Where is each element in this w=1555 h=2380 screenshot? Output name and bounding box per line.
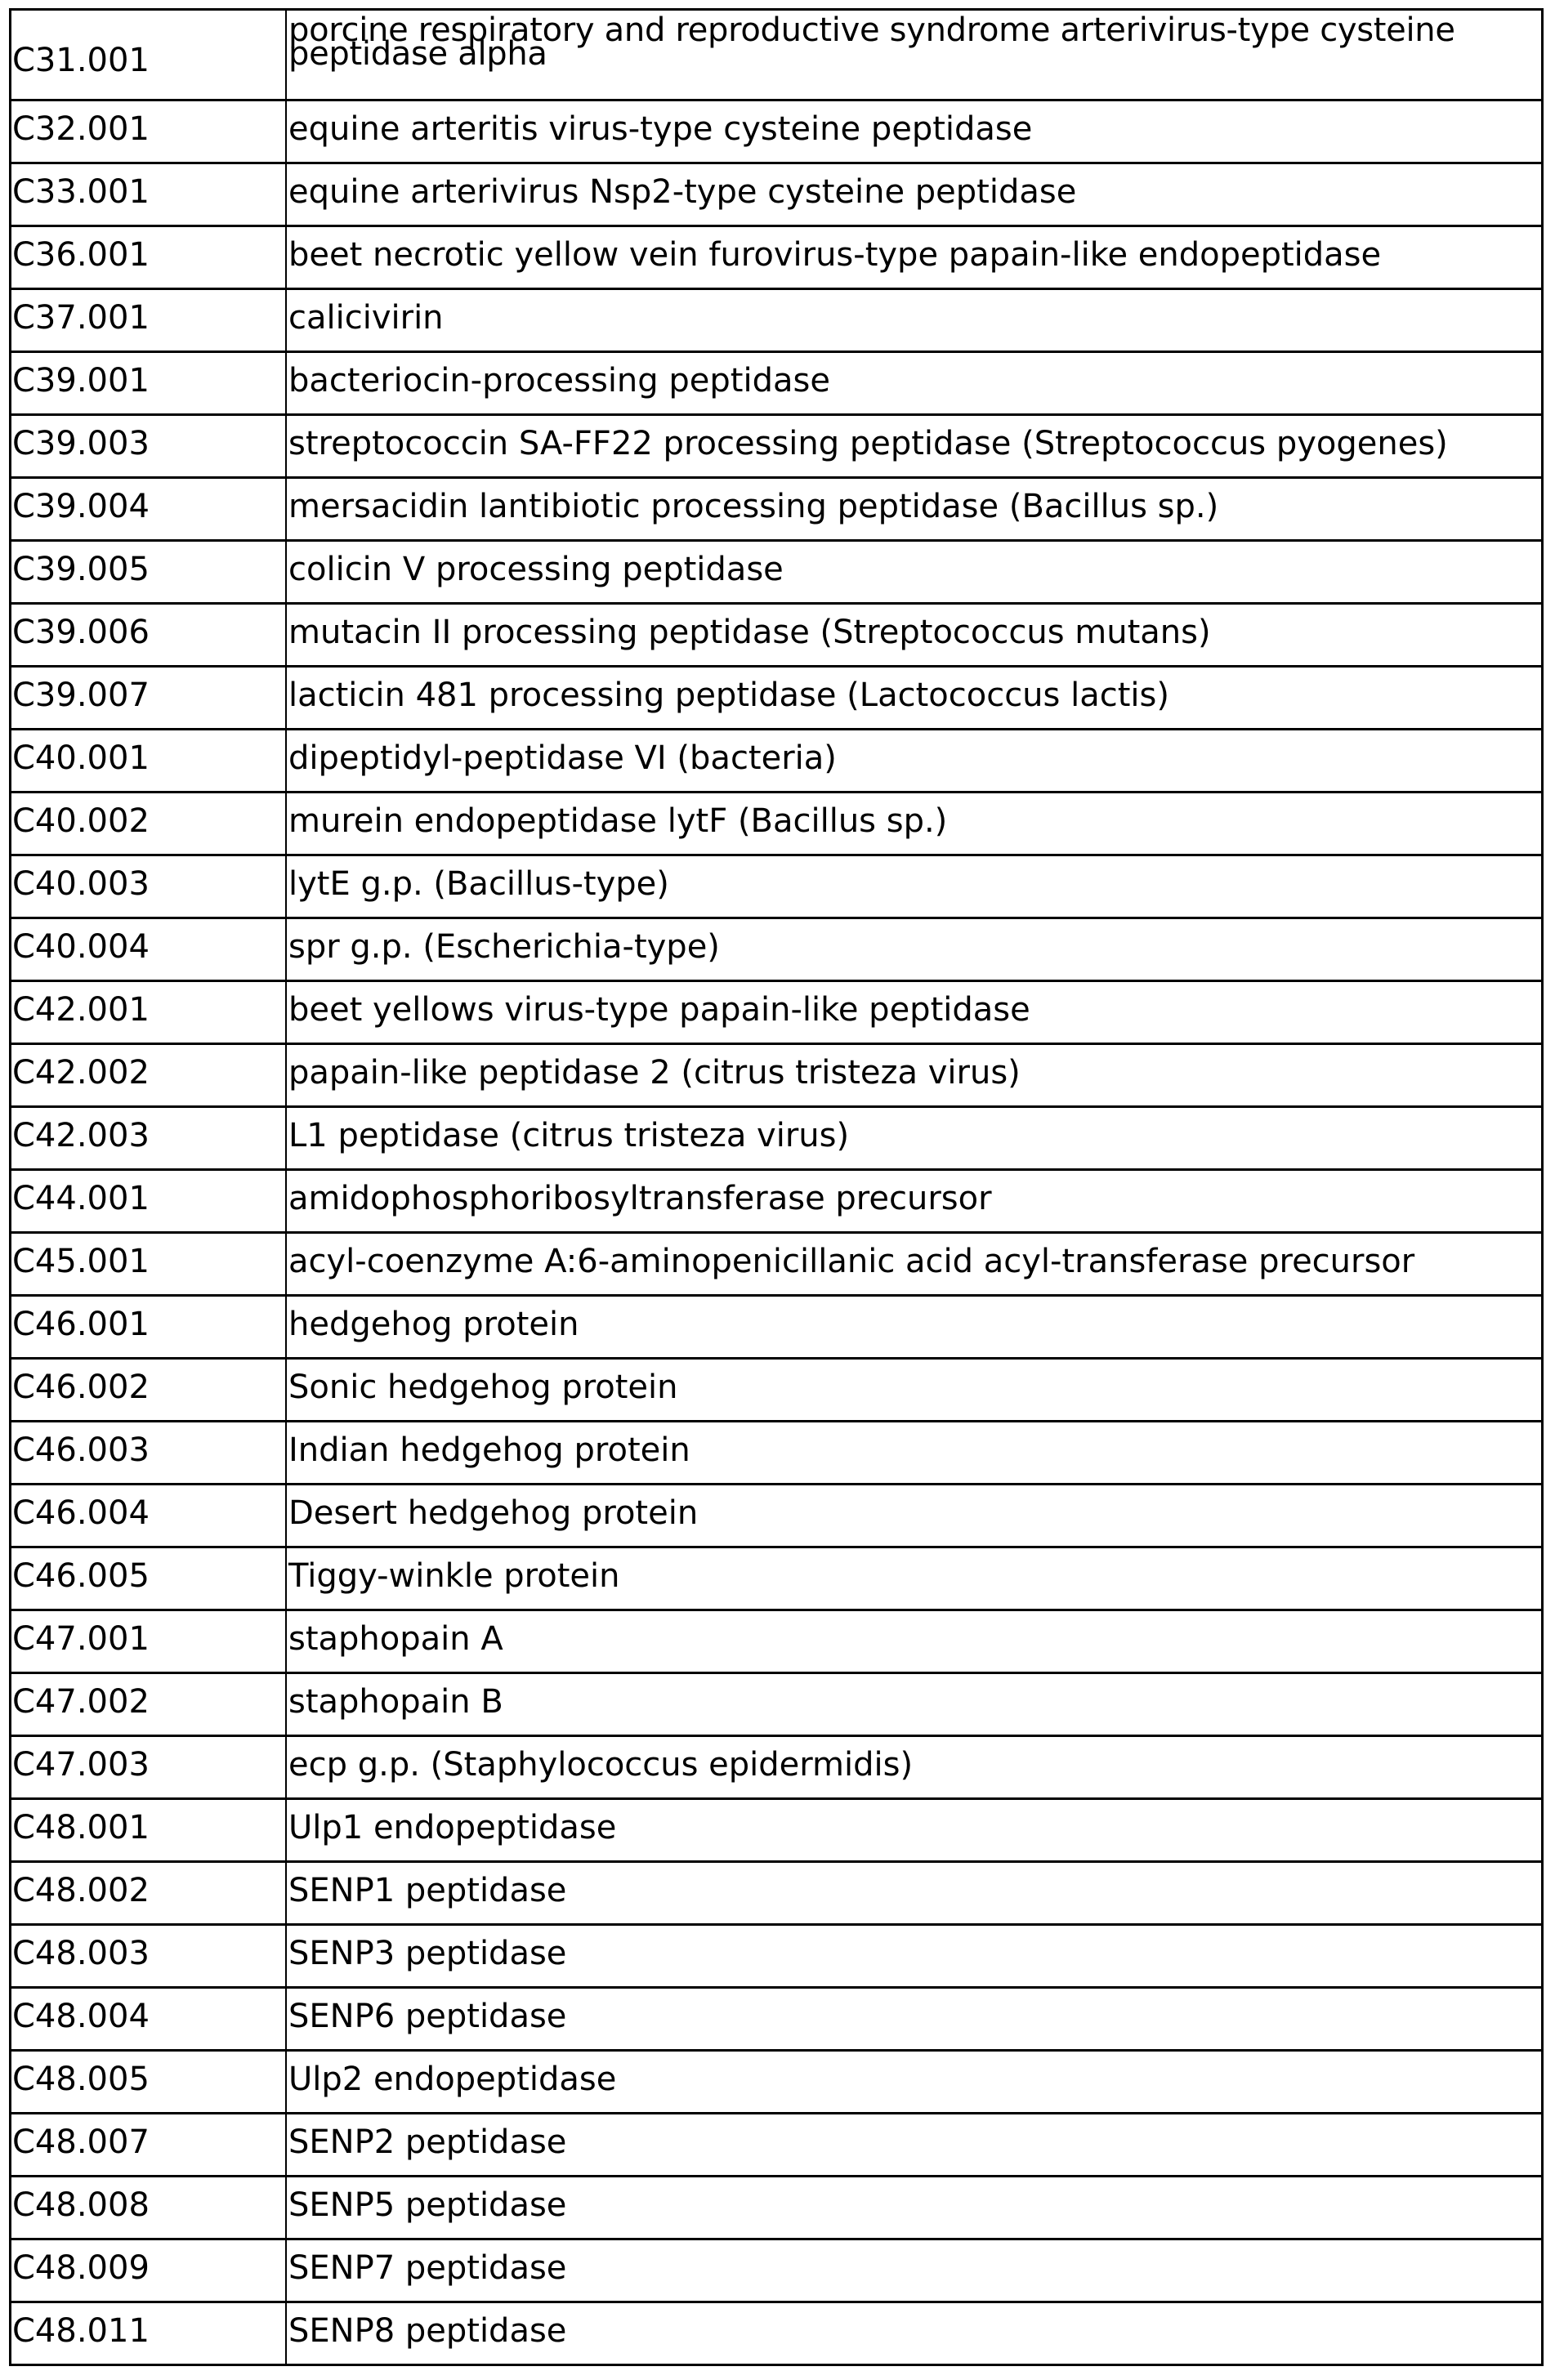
peptidase-code-cell: C48.008: [11, 2177, 287, 2238]
table-row: [11, 539, 1541, 602]
peptidase-name-cell: SENP5 peptidase: [288, 2186, 567, 2224]
peptidase-code-cell: C47.002: [11, 1674, 287, 1735]
peptidase-code-cell: C47.001: [11, 1611, 287, 1672]
table-row: [11, 1483, 1541, 1546]
peptidase-code-cell: C40.003: [11, 856, 287, 917]
peptidase-name-cell: colicin V processing peptidase: [288, 551, 784, 588]
peptidase-name-cell: equine arterivirus Nsp2-type cysteine peptidase: [288, 173, 1077, 211]
table-row: [11, 2112, 1541, 2175]
table-row: [11, 1672, 1541, 1735]
peptidase-name-cell: Tiggy-winkle protein: [288, 1557, 620, 1595]
table-row: [11, 1043, 1541, 1105]
peptidase-code-cell: C42.002: [11, 1045, 287, 1105]
peptidase-name-cell: SENP1 peptidase: [288, 1872, 567, 1909]
table-row: [11, 1294, 1541, 1357]
peptidase-code-cell: C39.005: [11, 542, 287, 602]
peptidase-name-cell: staphopain B: [288, 1683, 503, 1721]
peptidase-code-cell: C40.002: [11, 793, 287, 854]
peptidase-name-cell: Ulp2 endopeptidase: [288, 2061, 617, 2098]
table-row: [11, 791, 1541, 854]
table-row: [11, 602, 1541, 665]
peptidase-code-cell: C39.001: [11, 353, 287, 413]
peptidase-name-cell: Desert hedgehog protein: [288, 1494, 699, 1532]
peptidase-code-cell: C42.001: [11, 982, 287, 1043]
peptidase-code-cell: C45.001: [11, 1234, 287, 1294]
table-row: [11, 225, 1541, 288]
peptidase-code-cell: C48.004: [11, 1989, 287, 2049]
table-row: [11, 2238, 1541, 2301]
peptidase-name-cell: ecp g.p. (Staphylococcus epidermidis): [288, 1746, 914, 1784]
peptidase-name-cell: porcine respiratory and reproductive syndrome arterivirus-type cysteine peptidase alpha: [288, 11, 1455, 73]
peptidase-code-cell: C48.007: [11, 2114, 287, 2175]
peptidase-code-cell: C48.002: [11, 1863, 287, 1923]
peptidase-name-cell: calicivirin: [288, 299, 444, 337]
peptidase-name-cell: L1 peptidase (citrus tristeza virus): [288, 1117, 850, 1154]
peptidase-name-cell: Sonic hedgehog protein: [288, 1369, 678, 1406]
table-row: [11, 1420, 1541, 1483]
peptidase-code-cell: C46.004: [11, 1485, 287, 1546]
peptidase-name-cell: SENP8 peptidase: [288, 2312, 567, 2350]
peptidase-code-cell: C36.001: [11, 227, 287, 288]
peptidase-name-cell: papain-like peptidase 2 (citrus tristeza virus): [288, 1054, 1021, 1092]
peptidase-name-cell: bacteriocin-processing peptidase: [288, 362, 830, 400]
peptidase-name-cell: equine arteritis virus-type cysteine peptidase: [288, 110, 1033, 148]
peptidase-name-cell: acyl-coenzyme A:6-aminopenicillanic acid acyl-transferase precursor: [288, 1243, 1415, 1280]
peptidase-name-cell: SENP7 peptidase: [288, 2249, 567, 2287]
table-row: [11, 351, 1541, 413]
table-row: [11, 413, 1541, 476]
table-row: [11, 854, 1541, 917]
peptidase-name-cell: mersacidin lantibiotic processing peptidase (Bacillus sp.): [288, 488, 1219, 525]
peptidase-code-cell: C39.006: [11, 605, 287, 665]
table-row: [11, 1546, 1541, 1609]
table-row: [11, 1357, 1541, 1420]
peptidase-code-cell: C32.001: [11, 101, 287, 162]
table-row: [11, 1168, 1541, 1231]
peptidase-code-cell: C39.004: [11, 479, 287, 539]
table-row: [11, 1231, 1541, 1294]
peptidase-code-cell: C48.005: [11, 2052, 287, 2112]
peptidase-code-cell: C48.003: [11, 1926, 287, 1986]
peptidase-code-cell: C46.003: [11, 1422, 287, 1483]
peptidase-name-cell: streptococcin SA-FF22 processing peptidase (Streptococcus pyogenes): [288, 425, 1448, 462]
table-row: [11, 288, 1541, 351]
table-row: [11, 99, 1541, 162]
peptidase-code-cell: C46.001: [11, 1297, 287, 1357]
table-row: [11, 1986, 1541, 2049]
table-row: [11, 980, 1541, 1043]
table-row: [11, 476, 1541, 539]
peptidase-code-cell: C40.004: [11, 919, 287, 980]
peptidase-code-cell: C39.003: [11, 416, 287, 476]
peptidase-code-cell: C48.009: [11, 2240, 287, 2301]
peptidase-code-cell: C48.011: [11, 2303, 287, 2364]
peptidase-code-cell: C31.001: [11, 11, 287, 99]
peptidase-name-cell: SENP3 peptidase: [288, 1935, 567, 1972]
peptidase-name-cell: lacticin 481 processing peptidase (Lactococcus lactis): [288, 676, 1169, 714]
peptidase-name-cell: Indian hedgehog protein: [288, 1431, 690, 1469]
table-row: [11, 162, 1541, 225]
peptidase-name-cell: lytE g.p. (Bacillus-type): [288, 865, 669, 903]
table-row: [11, 1797, 1541, 1860]
table-row: [11, 1923, 1541, 1986]
table-row: [11, 1860, 1541, 1923]
table-row: [11, 2049, 1541, 2112]
peptidase-name-cell: murein endopeptidase lytF (Bacillus sp.): [288, 802, 948, 840]
peptidase-name-cell: mutacin II processing peptidase (Streptococcus mutans): [288, 614, 1211, 651]
table-row: [11, 1735, 1541, 1797]
peptidase-name-cell: amidophosphoribosyltransferase precursor: [288, 1180, 992, 1217]
table-row: [11, 2301, 1541, 2364]
table-row: [11, 11, 1541, 99]
peptidase-name-cell: hedgehog protein: [288, 1306, 579, 1343]
peptidase-name-cell: dipeptidyl-peptidase VI (bacteria): [288, 739, 837, 777]
table-row: [11, 1609, 1541, 1672]
peptidase-code-cell: C39.007: [11, 668, 287, 728]
peptidase-code-cell: C47.003: [11, 1737, 287, 1797]
peptidase-name-cell: SENP2 peptidase: [288, 2123, 567, 2161]
peptidase-code-cell: C40.001: [11, 730, 287, 791]
peptidase-code-cell: C46.005: [11, 1548, 287, 1609]
table-row: [11, 665, 1541, 728]
peptidase-code-cell: C37.001: [11, 290, 287, 351]
peptidase-code-cell: C33.001: [11, 164, 287, 225]
peptidase-name-cell: beet yellows virus-type papain-like peptidase: [288, 991, 1030, 1029]
table-row: [11, 1105, 1541, 1168]
peptidase-table: [9, 8, 1544, 2366]
peptidase-name-cell: staphopain A: [288, 1620, 503, 1658]
peptidase-name-cell: spr g.p. (Escherichia-type): [288, 928, 720, 966]
table-row: [11, 2175, 1541, 2238]
peptidase-code-cell: C44.001: [11, 1171, 287, 1231]
table-row: [11, 917, 1541, 980]
peptidase-name-cell: Ulp1 endopeptidase: [288, 1809, 617, 1846]
peptidase-code-cell: C48.001: [11, 1800, 287, 1860]
peptidase-code-cell: C42.003: [11, 1108, 287, 1168]
table-row: [11, 728, 1541, 791]
peptidase-name-cell: beet necrotic yellow vein furovirus-type papain-like endopeptidase: [288, 236, 1382, 274]
peptidase-name-cell: SENP6 peptidase: [288, 1998, 567, 2035]
peptidase-code-cell: C46.002: [11, 1360, 287, 1420]
